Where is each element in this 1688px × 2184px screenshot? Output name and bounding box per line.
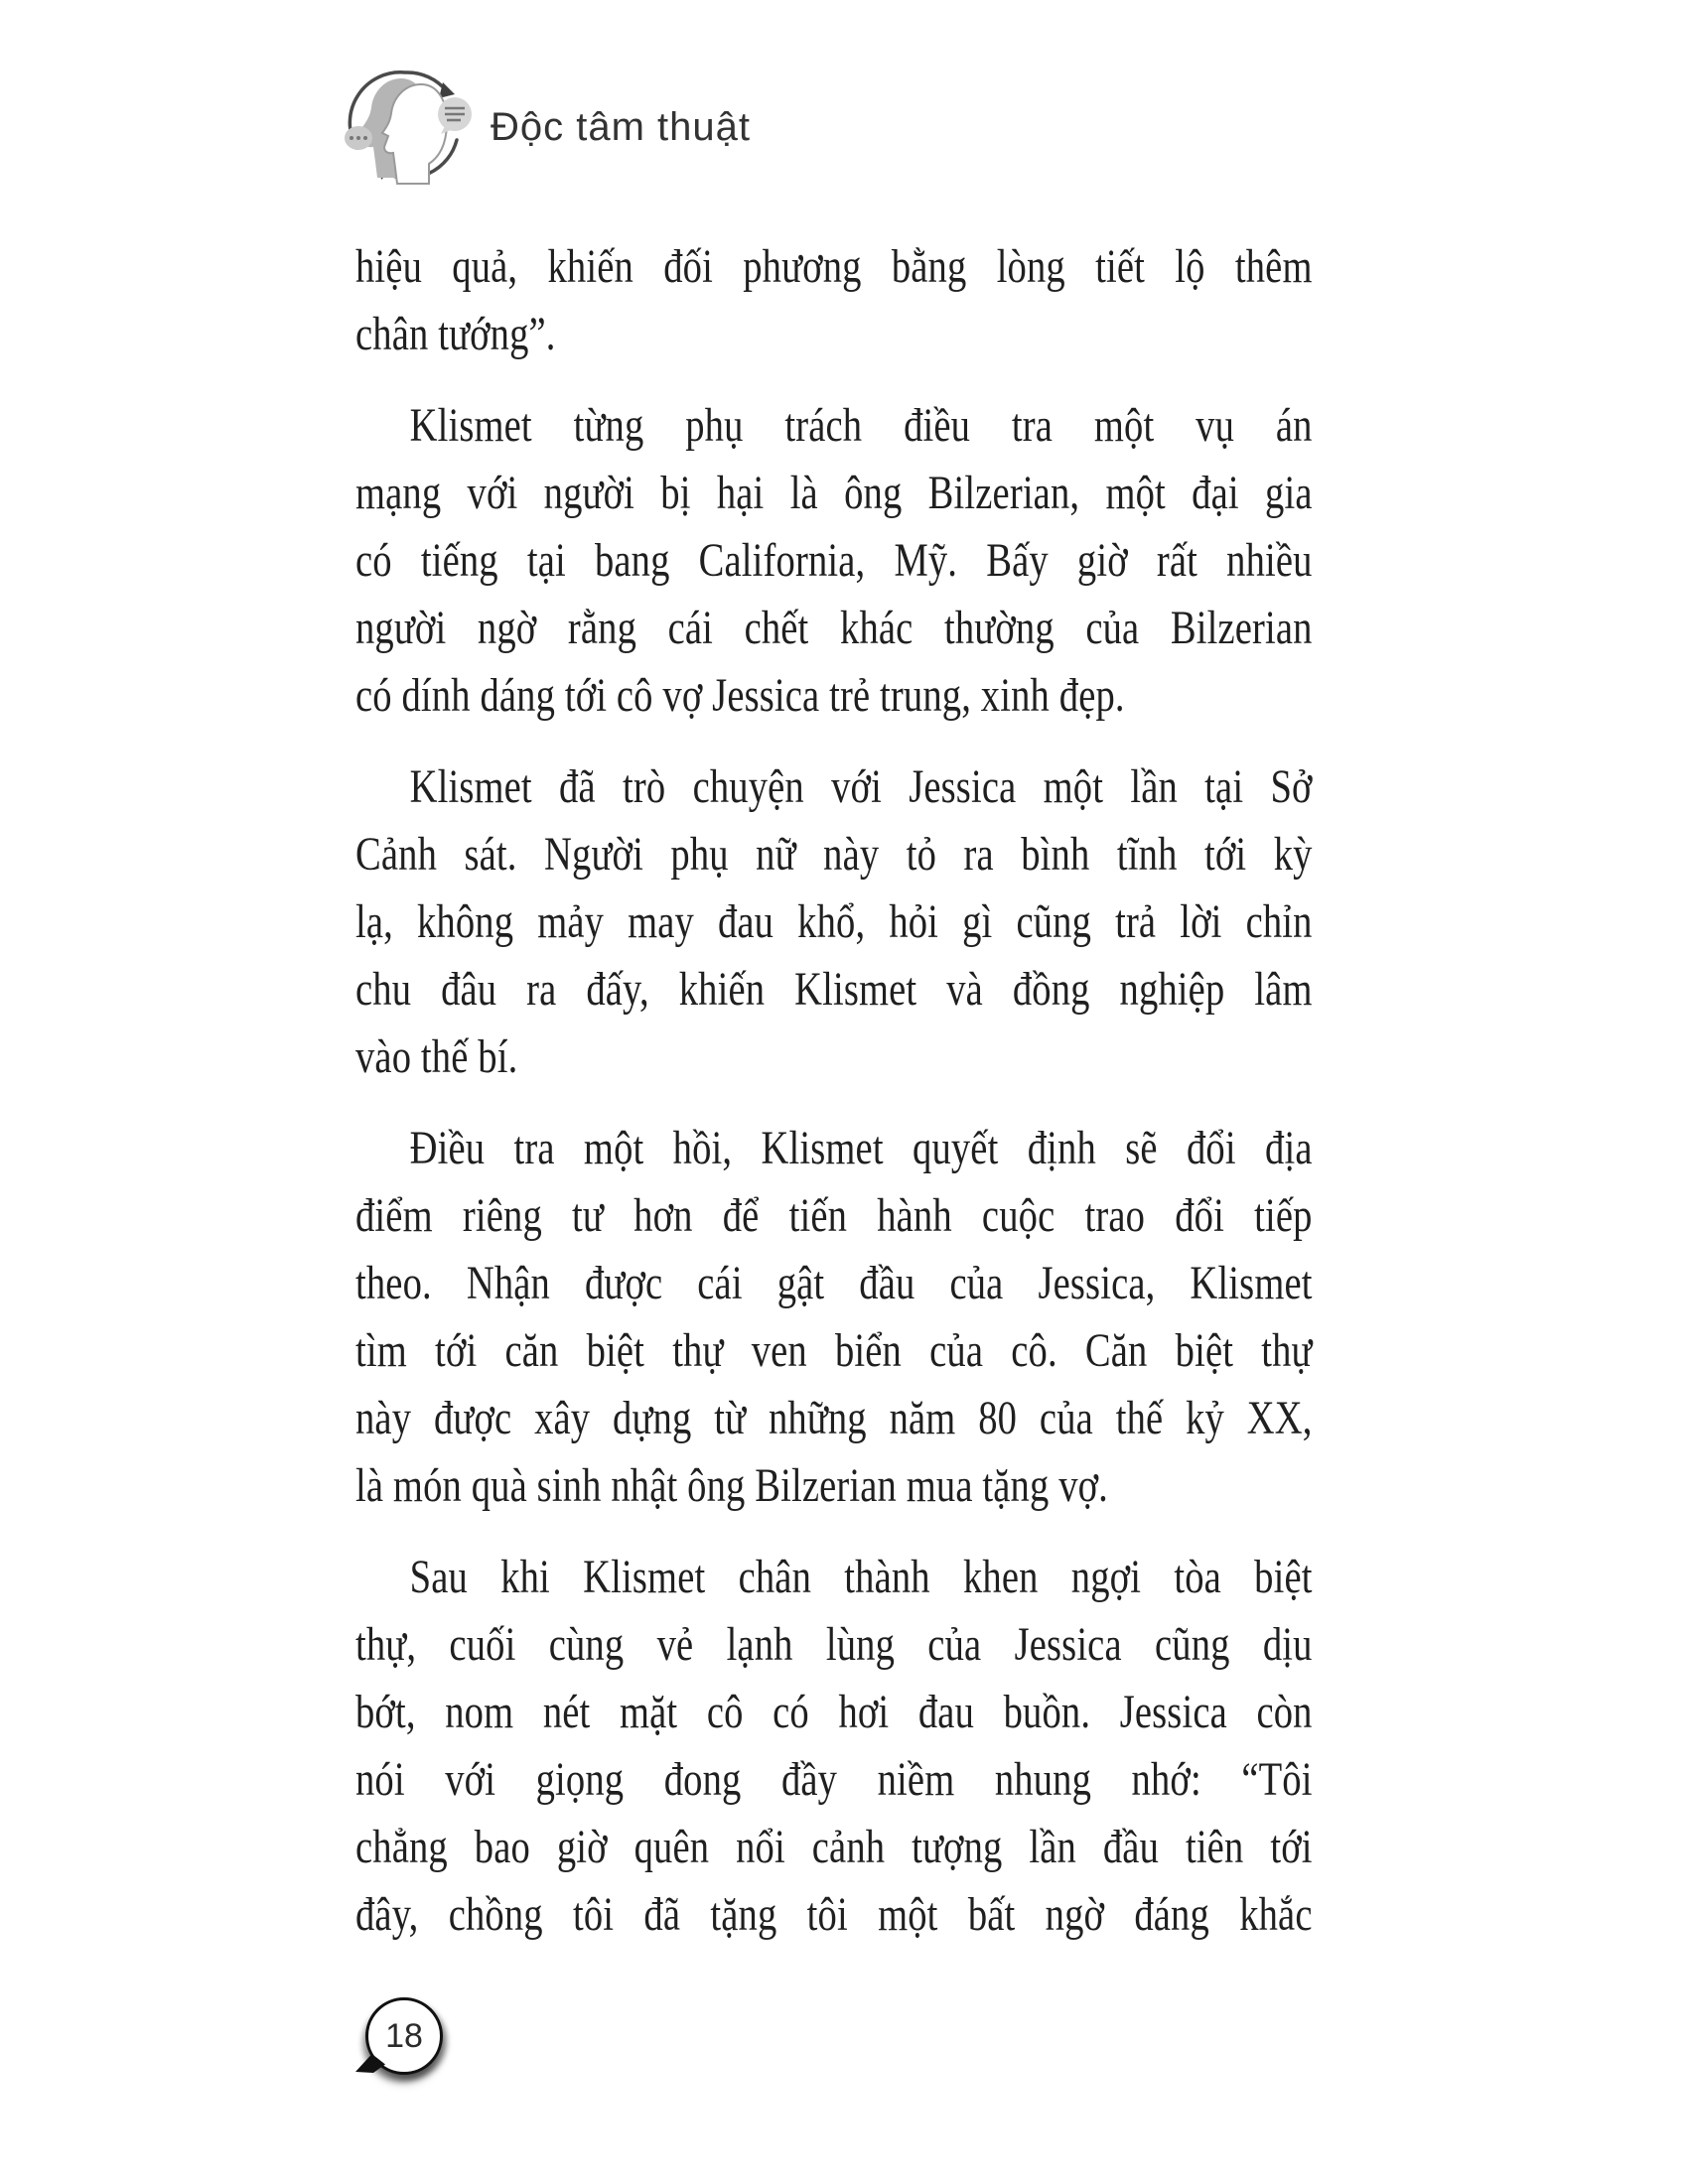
text-line: thự, cuối cùng vẻ lạnh lùng của Jessica cũng dịu: [355, 1618, 1313, 1671]
paragraph: [355, 753, 1315, 1091]
text-line: Klismet đã trò chuyện với Jessica một lần tại Sở: [409, 760, 1313, 813]
body-text: [355, 233, 1315, 1949]
text-line: bớt, nom nét mặt cô có hơi đau buồn. Jessica còn: [355, 1686, 1313, 1738]
text-line: chu đâu ra đấy, khiến Klismet và đồng nghiệp lâm: [355, 963, 1313, 1016]
paragraph: [355, 392, 1315, 730]
text-line: mạng với người bị hại là ông Bilzerian, một đại gia: [355, 467, 1313, 519]
paragraph: [355, 1115, 1315, 1520]
text-line: nói với giọng đong đầy niềm nhung nhớ: “Tôi: [355, 1753, 1313, 1806]
text-line: Cảnh sát. Người phụ nữ này tỏ ra bình tĩnh tới kỳ: [355, 828, 1313, 881]
text-line: hiệu quả, khiến đối phương bằng lòng tiết lộ thêm: [355, 240, 1313, 293]
text-line: lạ, không mảy may đau khổ, hỏi gì cũng trả lời chỉn: [355, 895, 1313, 948]
chapter-title: Độc tâm thuật: [491, 104, 752, 149]
text-line: tìm tới căn biệt thự ven biển của cô. Căn biệt thự: [355, 1324, 1313, 1377]
bubble-tail-icon: [355, 2054, 385, 2073]
text-line: có dính dáng tới cô vợ Jessica trẻ trung, xinh đẹp.: [355, 669, 1125, 722]
page-number-badge: [365, 1997, 443, 2075]
text-line: theo. Nhận được cái gật đầu của Jessica, Klismet: [355, 1257, 1313, 1309]
page-header: [344, 60, 751, 189]
text-line: Klismet từng phụ trách điều tra một vụ án: [409, 399, 1313, 452]
ellipsis-speech-bubble-icon: [345, 126, 372, 150]
paragraph: [355, 233, 1315, 368]
text-line: là món quà sinh nhật ông Bilzerian mua tặng vợ.: [355, 1459, 1108, 1512]
text-line: này được xây dựng từ những năm 80 của thế kỷ XX,: [355, 1392, 1313, 1444]
page-number: 18: [385, 2016, 423, 2055]
head-speech-bubbles-logo-icon: [344, 59, 475, 190]
text-line: điểm riêng tư hơn để tiến hành cuộc trao đổi tiếp: [355, 1189, 1313, 1242]
text-line: vào thế bí.: [355, 1030, 518, 1083]
text-line: chân tướng”.: [355, 308, 556, 360]
text-line: chẳng bao giờ quên nổi cảnh tượng lần đầu tiên tới: [355, 1821, 1313, 1873]
text-line: Điều tra một hồi, Klismet quyết định sẽ đổi địa: [409, 1122, 1313, 1174]
text-line: Sau khi Klismet chân thành khen ngợi tòa biệt: [409, 1551, 1313, 1603]
text-line: có tiếng tại bang California, Mỹ. Bấy giờ rất nhiều: [355, 534, 1313, 587]
text-line: đây, chồng tôi đã tặng tôi một bất ngờ đáng khắc: [355, 1888, 1313, 1941]
text-line: người ngờ rằng cái chết khác thường của Bilzerian: [355, 602, 1313, 654]
paragraph: [355, 1544, 1315, 1949]
